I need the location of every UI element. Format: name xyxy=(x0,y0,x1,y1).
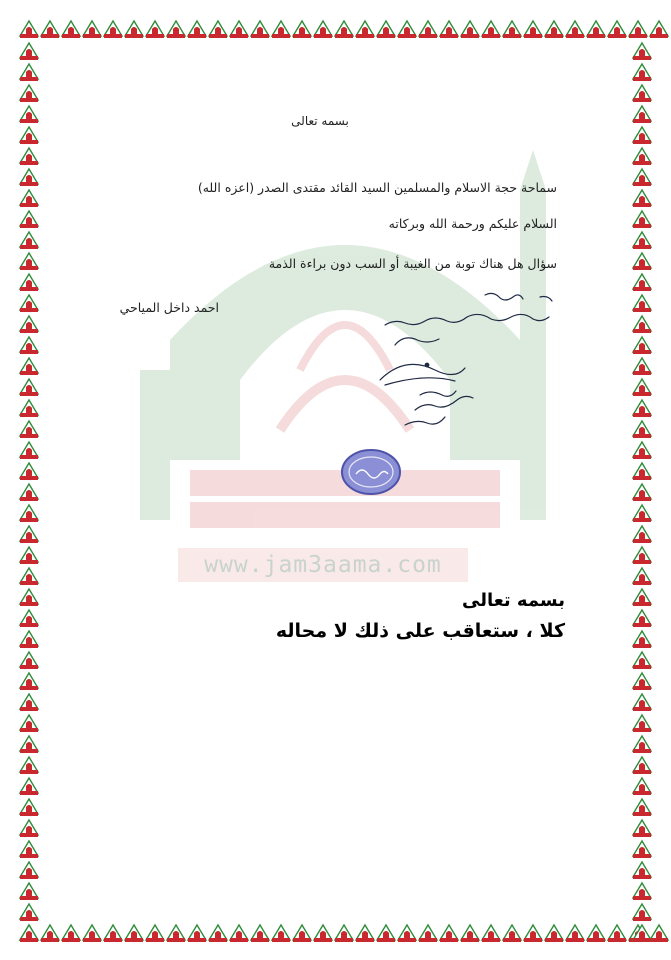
handwritten-signature-icon xyxy=(365,285,565,445)
letter-heading: بسمه تعالى xyxy=(291,114,349,128)
decorative-border-bottom xyxy=(0,922,671,944)
letter-addressee: سماحة حجة الاسلام والمسلمين السيد القائد مقتدى الصدر (اعزه الله) xyxy=(197,180,557,195)
letter-question: سؤال هل هناك توبة من الغيبة أو السب دون براءة الذمة xyxy=(268,256,557,271)
decorative-border-right xyxy=(631,18,653,944)
decorative-border-top xyxy=(0,18,671,40)
official-seal-icon xyxy=(340,448,402,496)
watermark-url: www.jam3aama.com xyxy=(178,548,468,582)
reply-text: كلا ، ستعاقب على ذلك لا محاله xyxy=(275,620,565,642)
letter-sender: احمد داخل المياحي xyxy=(119,300,219,315)
decorative-border-left xyxy=(18,18,40,944)
reply-heading: بسمه تعالى xyxy=(462,590,565,611)
letter-greeting: السلام عليكم ورحمة الله وبركاته xyxy=(388,216,557,231)
